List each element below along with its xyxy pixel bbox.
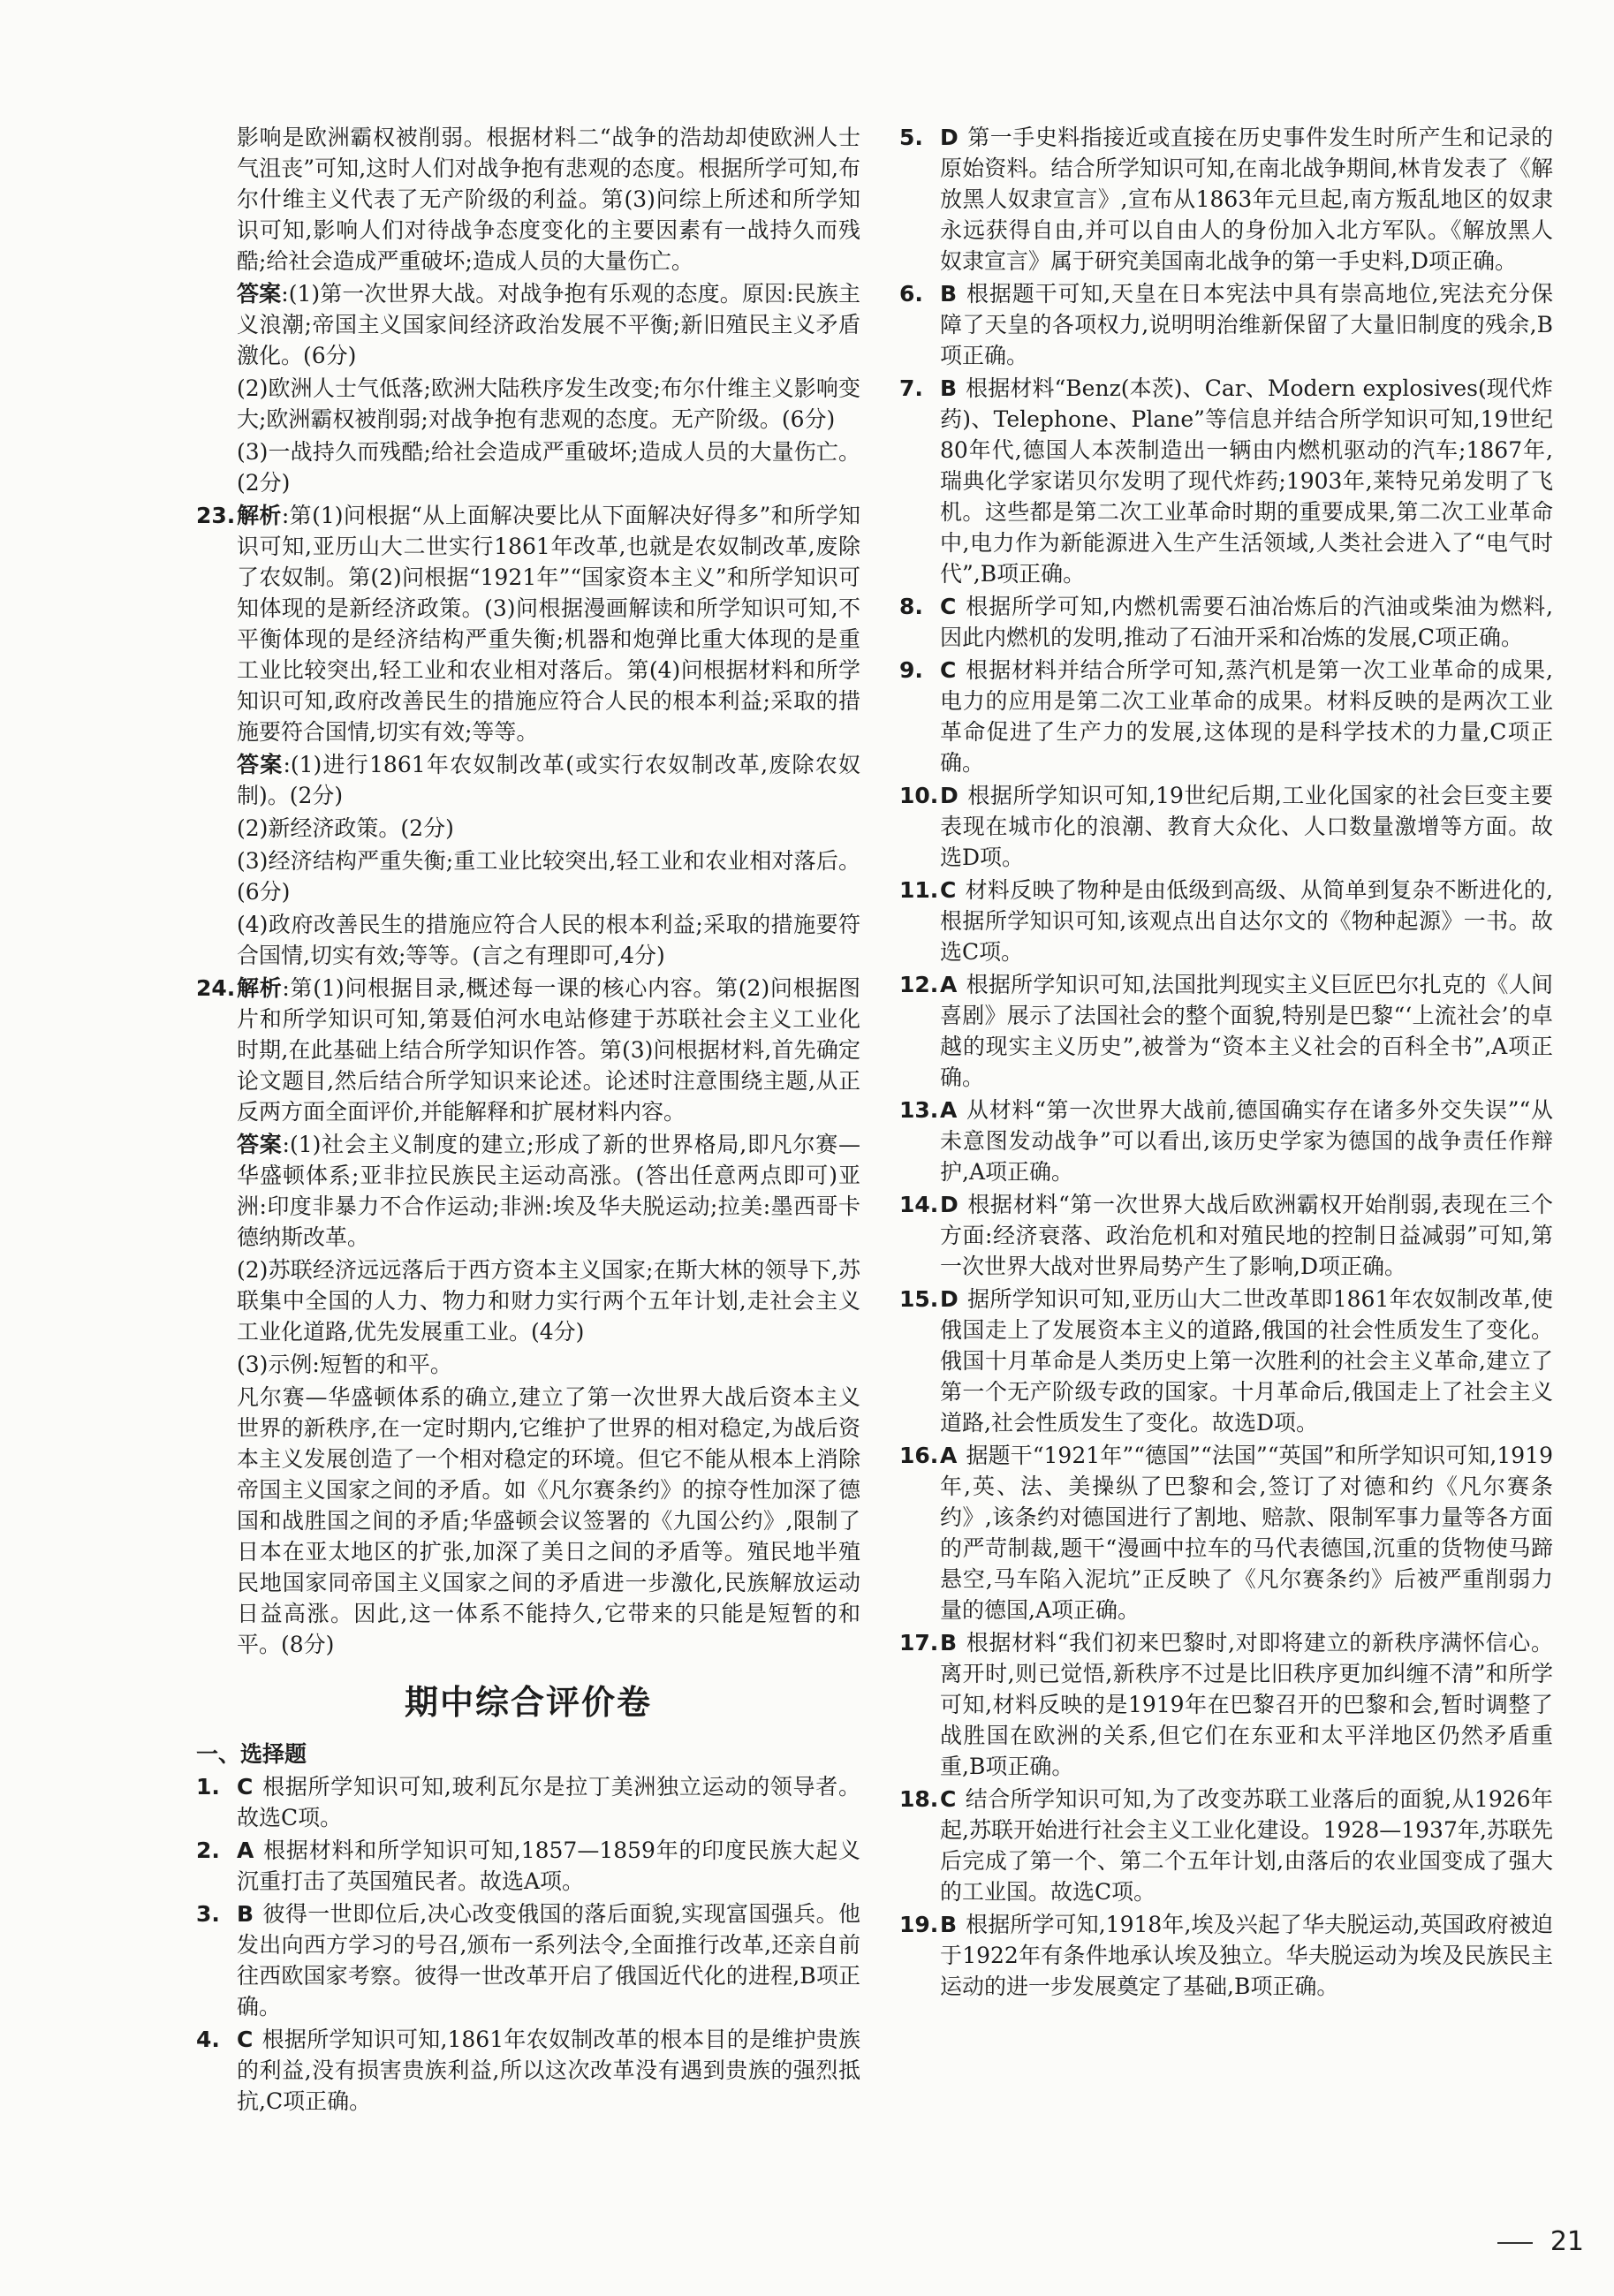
- mc-item: [196, 2024, 860, 2117]
- q22-answer-2: (2)欧洲人士气低落;欧洲大陆秩序发生改变;布尔什维主义影响变大;欧洲霸权被削弱;对战争抱有悲观的态度。无产阶级。(6分): [237, 375, 860, 432]
- answer-label: 答案: [237, 752, 284, 777]
- answer-option: A: [237, 1838, 254, 1864]
- q24-answer-1: [196, 1129, 860, 1253]
- question-number: 11.: [899, 877, 939, 903]
- explanation-text: 根据材料“Benz(本茨)、Car、Modern explosives(现代炸药)、Telephone、Plane”等信息并结合所学知识可知,19世纪80年代,德国人本茨制造出一辆由内燃机驱动的汽车;1867年,瑞典化学家诺贝尔发明了现代炸药;1903年,莱特兄弟发明了飞机。这些都是第二次工业革命时期的重要成果,第二次工业革命中,电力作为新能源进入生产生活领域,人类社会进入了“电气时代”,B项正确。: [940, 375, 1553, 587]
- page-number-value: 21: [1550, 2226, 1584, 2257]
- answer-option: B: [237, 1901, 254, 1928]
- question-number: 7.: [899, 375, 923, 401]
- answer-text: :(1)第一次世界大战。对战争抱有乐观的态度。原因:民族主义浪潮;帝国主义国家间经济政治发展不平衡;新旧殖民主义矛盾激化。(6分): [237, 281, 860, 368]
- explanation-text: 彼得一世即位后,决心改变俄国的落后面貌,实现富国强兵。他发出向西方学习的号召,颁布一系列法令,全面推行改革,还亲自前往西欧国家考察。彼得一世改革开启了俄国近代化的进程,B项正确。: [237, 1901, 860, 2020]
- question-number: 16.: [899, 1443, 939, 1468]
- question-number: 19.: [899, 1912, 939, 1937]
- mc-item: [196, 1771, 860, 1833]
- q23-answer-1: [196, 749, 860, 811]
- answer-option: A: [940, 1097, 958, 1123]
- mc-item: [899, 122, 1553, 277]
- mc-item: [899, 1440, 1553, 1625]
- analysis-label: 解析: [237, 503, 282, 528]
- right-column: [899, 122, 1553, 2004]
- analysis-label: 解析: [237, 975, 283, 1001]
- answer-option: D: [940, 1192, 959, 1217]
- answer-option: D: [940, 783, 959, 808]
- mc-item: [196, 1835, 860, 1897]
- explanation-text: 根据所学知识可知,19世纪后期,工业化国家的社会巨变主要表现在城市化的浪潮、教育大众化、人口数量激增等方面。故选D项。: [940, 783, 1553, 870]
- q23-answer-2: (2)新经济政策。(2分): [237, 815, 454, 841]
- answer-option: C: [940, 594, 957, 619]
- explanation-text: 结合所学知识可知,为了改变苏联工业落后的面貌,从1926年起,苏联开始进行社会主义工业化建设。1928—1937年,苏联先后完成了第一个、第二个五年计划,由落后的农业国变成了强大的工业国。故选C项。: [940, 1786, 1553, 1905]
- q23-analysis: [196, 500, 860, 747]
- explanation-text: 根据所学可知,1918年,埃及兴起了华夫脱运动,英国政府被迫于1922年有条件地承认埃及独立。华夫脱运动为埃及民族民主运动的进一步发展奠定了基础,B项正确。: [940, 1912, 1553, 1999]
- mc-item: [196, 1898, 860, 2022]
- mc-item: [899, 655, 1553, 778]
- q22-answer-1: [196, 278, 860, 371]
- question-number: 6.: [899, 281, 923, 307]
- analysis-text: :第(1)问根据目录,概述每一课的核心内容。第(2)问根据图片和所学知识可知,第聂伯河水电站修建于苏联社会主义工业化时期,在此基础上结合所学知识作答。第(3)问根据材料,首先确定论文题目,然后结合所学知识来论述。论述时注意围绕主题,从正反两方面全面评价,并能解释和扩展材料内容。: [237, 975, 860, 1125]
- q23-answer-4: (4)政府改善民生的措施应符合人民的根本利益;采取的措施要符合国情,切实有效;等等。(言之有理即可,4分): [237, 912, 860, 968]
- q22-answer-3: (3)一战持久而残酷;给社会造成严重破坏;造成人员的大量伤亡。(2分): [237, 439, 860, 496]
- question-number: 5.: [899, 125, 923, 150]
- analysis-text: :第(1)问根据“从上面解决要比从下面解决好得多”和所学知识可知,亚历山大二世实行1861年改革,也就是农奴制改革,废除了农奴制。第(2)问根据“1921年”“国家资本主义”和所学知识可知体现的是新经济政策。(3)问根据漫画解读和所学知识可知,不平衡体现的是经济结构严重失衡;机器和炮弹比重大体现的是重工业比较突出,轻工业和农业相对落后。第(4)问根据材料和所学知识可知,政府改善民生的措施应符合人民的根本利益;采取的措施要符合国情,切实有效;等等。: [237, 503, 860, 745]
- q24-answer-3: (3)示例:短暂的和平。: [237, 1352, 452, 1377]
- mc-item: [899, 1095, 1553, 1187]
- answer-text: :(1)进行1861年农奴制改革(或实行农奴制改革,废除农奴制)。(2分): [237, 752, 860, 808]
- mc-item: [899, 1189, 1553, 1282]
- left-mc-list: [196, 1771, 860, 2117]
- explanation-text: 根据材料“我们初来巴黎时,对即将建立的新秩序满怀信心。离开时,则已觉悟,新秩序不过是比旧秩序更加纠缠不清”和所学可知,材料反映的是1919年在巴黎召开的巴黎和会,暂时调整了战胜国在欧洲的关系,但它们在东亚和太平洋地区仍然矛盾重重,B项正确。: [940, 1630, 1553, 1779]
- explanation-text: 根据题干可知,天皇在日本宪法中具有崇高地位,宪法充分保障了天皇的各项权力,说明明治维新保留了大量旧制度的残余,B项正确。: [940, 281, 1553, 368]
- explanation-text: 根据所学知识可知,法国批判现实主义巨匠巴尔扎克的《人间喜剧》展示了法国社会的整个面貌,特别是巴黎“‘上流社会’的卓越的现实主义历史”,被誉为“资本主义社会的百科全书”,A项正确。: [940, 972, 1553, 1090]
- answer-option: B: [940, 1630, 958, 1656]
- question-number: 23.: [196, 503, 236, 528]
- question-number: 9.: [899, 657, 923, 683]
- question-number: 14.: [899, 1192, 939, 1217]
- q24-analysis: [196, 973, 860, 1127]
- answer-option: D: [940, 125, 959, 150]
- answer-option: C: [940, 1786, 957, 1812]
- q23-answer-3: (3)经济结构严重失衡;重工业比较突出,轻工业和农业相对落后。(6分): [237, 848, 860, 905]
- mc-item: [899, 780, 1553, 873]
- question-number: 13.: [899, 1097, 939, 1123]
- mc-item: [899, 1909, 1553, 2002]
- answer-option: C: [940, 657, 957, 683]
- answer-option: B: [940, 281, 958, 307]
- mc-item: [899, 1284, 1553, 1438]
- answer-label: 答案: [237, 281, 282, 307]
- explanation-text: 根据材料和所学知识可知,1857—1859年的印度民族大起义沉重打击了英国殖民者。故选A项。: [237, 1838, 860, 1895]
- answer-option: A: [940, 1443, 958, 1468]
- mc-item: [899, 875, 1553, 967]
- answer-option: C: [237, 2027, 254, 2053]
- answer-option: B: [940, 375, 958, 401]
- question-number: 24.: [196, 975, 236, 1001]
- question-number: 2.: [196, 1838, 220, 1864]
- section-heading: 一、选择题: [196, 1741, 307, 1768]
- explanation-text: 据所学知识可知,亚历山大二世改革即1861年农奴制改革,使俄国走上了发展资本主义的道路,俄国的社会性质发生了变化。俄国十月革命是人类历史上第一次胜利的社会主义革命,建立了第一个无产阶级专政的国家。十月革命后,俄国走上了社会主义道路,社会性质发生了变化。故选D项。: [940, 1286, 1553, 1436]
- explanation-text: 根据材料并结合所学可知,蒸汽机是第一次工业革命的成果,电力的应用是第二次工业革命的成果。材料反映的是两次工业革命促进了生产力的发展,这体现的是科学技术的力量,C项正确。: [940, 657, 1553, 776]
- question-number: 17.: [899, 1630, 939, 1656]
- explanation-text: 根据所学知识可知,玻利瓦尔是拉丁美洲独立运动的领导者。故选C项。: [237, 1774, 860, 1831]
- explanation-text: 材料反映了物种是由低级到高级、从简单到复杂不断进化的,根据所学知识可知,该观点出自达尔文的《物种起源》一书。故选C项。: [940, 877, 1553, 965]
- explanation-text: 根据所学可知,内燃机需要石油冶炼后的汽油或柴油为燃料,因此内燃机的发明,推动了石油开采和冶炼的发展,C项正确。: [940, 594, 1553, 650]
- answer-option: D: [940, 1286, 959, 1312]
- answer-option: B: [940, 1912, 958, 1937]
- explanation-text: 第一手史料指接近或直接在历史事件发生时所产生和记录的原始资料。结合所学知识可知,在南北战争期间,林肯发表了《解放黑人奴隶宣言》,宣布从1863年元旦起,南方叛乱地区的奴隶永远获得自由,并可以自由人的身份加入北方军队。《解放黑人奴隶宣言》属于研究美国南北战争的第一手史料,D项正确。: [940, 125, 1553, 274]
- q24-answer-3-essay: 凡尔赛—华盛顿体系的确立,建立了第一次世界大战后资本主义世界的新秩序,在一定时期内,它维护了世界的相对稳定,为战后资本主义发展创造了一个相对稳定的环境。但它不能从根本上消除帝国主义国家之间的矛盾。如《凡尔赛条约》的掠夺性加深了德国和战胜国之间的矛盾;华盛顿会议签署的《九国公约》,限制了日本在亚太地区的扩张,加深了美日之间的矛盾等。殖民地半殖民地国家同帝国主义国家之间的矛盾进一步激化,民族解放运动日益高涨。因此,这一体系不能持久,它带来的只能是短暂的和平。(8分): [237, 1384, 860, 1657]
- mc-item: [899, 1627, 1553, 1782]
- explanation-text: 从材料“第一次世界大战前,德国确实存在诸多外交失误”“从未意图发动战争”可以看出,该历史学家为德国的战争责任作辩护,A项正确。: [940, 1097, 1553, 1185]
- mc-item: [899, 373, 1553, 589]
- question-number: 12.: [899, 972, 939, 997]
- mc-item: [899, 591, 1553, 653]
- question-number: 8.: [899, 594, 923, 619]
- mc-item: [899, 969, 1553, 1093]
- question-number: 4.: [196, 2027, 220, 2053]
- section-title: 期中综合评价卷: [404, 1683, 652, 1722]
- question-number: 3.: [196, 1901, 220, 1928]
- answer-option: A: [940, 972, 958, 997]
- q24-answer-2: (2)苏联经济远远落后于西方资本主义国家;在斯大林的领导下,苏联集中全国的人力、物力和财力实行两个五年计划,走社会主义工业化道路,优先发展重工业。(4分): [237, 1257, 860, 1345]
- explanation-text: 根据材料“第一次世界大战后欧洲霸权开始削弱,表现在三个方面:经济衰落、政治危机和对殖民地的控制日益减弱”可知,第一次世界大战对世界局势产生了影响,D项正确。: [940, 1192, 1553, 1279]
- mc-item: [899, 1784, 1553, 1907]
- answer-option: C: [940, 877, 957, 903]
- answer-label: 答案: [237, 1132, 283, 1157]
- answer-option: C: [237, 1774, 254, 1800]
- question-number: 10.: [899, 783, 939, 808]
- question-number: 18.: [899, 1786, 939, 1812]
- explanation-text: 据题干“1921年”“德国”“法国”“英国”和所学知识可知,1919年,英、法、美操纵了巴黎和会,签订了对德和约《凡尔赛条约》,该条约对德国进行了割地、赔款、限制军事力量等各方面的严苛制裁,题干“漫画中拉车的马代表德国,沉重的货物使马蹄悬空,马车陷入泥坑”正反映了《凡尔赛条约》后被严重削弱力量的德国,A项正确。: [940, 1443, 1553, 1623]
- mc-item: [899, 278, 1553, 371]
- answer-text: :(1)社会主义制度的建立;形成了新的世界格局,即凡尔赛—华盛顿体系;亚非拉民族民主运动高涨。(答出任意两点即可)亚洲:印度非暴力不合作运动;非洲:埃及华夫脱运动;拉美:墨西哥卡德纳斯改革。: [237, 1132, 860, 1250]
- left-column: [196, 122, 860, 2118]
- question-number: 15.: [899, 1286, 939, 1312]
- page-number: [1497, 2224, 1584, 2261]
- question-number: 1.: [196, 1774, 220, 1800]
- q22-analysis-continuation: 影响是欧洲霸权被削弱。根据材料二“战争的浩劫却使欧洲人士气沮丧”可知,这时人们对战争抱有悲观的态度。根据所学可知,布尔什维主义代表了无产阶级的利益。第(3)问综上所述和所学知识可知,影响人们对待战争态度变化的主要因素有一战持久而残酷;给社会造成严重破坏;造成人员的大量伤亡。: [237, 125, 860, 274]
- explanation-text: 根据所学知识可知,1861年农奴制改革的根本目的是维护贵族的利益,没有损害贵族利益,所以这次改革没有遇到贵族的强烈抵抗,C项正确。: [237, 2027, 860, 2115]
- page-number-dash: [1497, 2242, 1533, 2244]
